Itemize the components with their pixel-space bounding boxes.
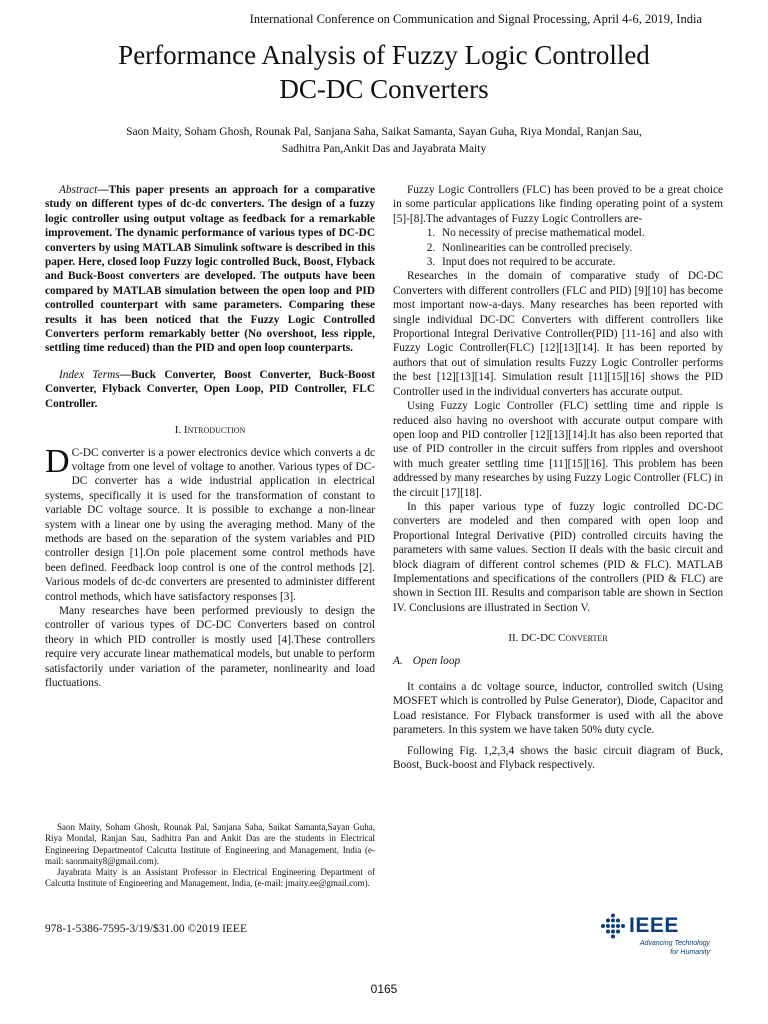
title-line-1: Performance Analysis of Fuzzy Logic Controlled xyxy=(118,40,650,70)
section-heading-introduction: I. Introduction xyxy=(174,424,246,437)
paper-outline-paragraph: In this paper various type of fuzzy logic controlled DC-DC converters are modeled and then compared with open loop and Proportional Integral Derivative (PID) controlled circuits having the parameters with same values. Section II deals with the basic circuit and block diagram of different control schemes (PID & FLC). MATLAB Implementations and specifications of the controllers (PID & FLC) are shown in Section III. Results and comparison table are shown in Section IV. Conclusions are illustrated in Section V. xyxy=(393,500,723,614)
intro-paragraph-1-text: C-DC converter is a power electronics device which converts a dc voltage from one level of voltage to another. Various types of DC-DC converter has a wide industrial application in electrical systems, specifically it is used for the transformation of constant to variable DC voltage source. It is possible to exchange a non-linear system with a linear one by using the averaging method. Many of the methods are based on the separation of the system variables and PID controller design [1].On pole placement some control methods have been defined. Feedback loop control is one of the control methods [2]. Various models of dc-dc converters are presented to administer different control methods, which have satisfactory responses [3]. xyxy=(45,446,375,603)
flc-results-paragraph: Using Fuzzy Logic Controller (FLC) settling time and ripple is reduced also having no overshoot with accurate output compare with open loop and PID controller [12][13][14].It has also been reported that use of PID controller in the circuit suffers from ripples and overshoot with much greater settling time [11][15][16]. This problem has been addressed by many researches by using Fuzzy Logic Controller (FLC) in the circuit [17][18]. xyxy=(393,400,723,499)
abstract xyxy=(45,183,375,356)
index-terms-text: —Buck Converter, Boost Converter, Buck-Boost Converter, Flyback Converter, Open Loop, PID Controller, FLC Controller. xyxy=(45,368,375,410)
advantages-list xyxy=(393,226,723,269)
intro-paragraph-1 xyxy=(45,442,375,604)
subsection-title: Open loop xyxy=(412,654,461,667)
flc-paragraph: Fuzzy Logic Controllers (FLC) has been proved to be a great choice in some particular applications like finding operating point of a system [5]-[8].The advantages of Fuzzy Logic Controllers are- xyxy=(393,184,723,225)
open-loop-paragraph: It contains a dc voltage source, inductor, controlled switch (Using MOSFET which is controlled by Pulse Generator), Diode, Capacitor and Load resistance. For Flyback transformer is used with all the above parameters. In this system we have taken 50% duty cycle. xyxy=(393,681,723,737)
title-line-2: DC-DC Converters xyxy=(279,74,489,104)
section-heading-dcdc: II. DC-DC Converter xyxy=(508,632,608,645)
ieee-diamond-icon xyxy=(600,913,626,939)
list-item: 2. Nonlinearities can be controlled precisely. xyxy=(438,241,723,255)
intro-paragraph-2: Many researches have been performed previously to design the controller of various types of DC-DC Converters based on control theory in which PID controller is mostly used [4].These controllers require very accurate linear mathematical models, but unable to perform satisfactorily under variation of the parameter, nonlinearity and load fluctuations. xyxy=(45,604,375,689)
page-number: 0165 xyxy=(370,982,398,996)
ieee-tagline-line-2: for Humanity xyxy=(670,948,710,956)
drop-cap: D xyxy=(45,442,70,480)
ieee-tagline-line-1: Advancing Technology xyxy=(639,940,710,947)
left-column xyxy=(45,183,375,690)
index-terms xyxy=(45,368,375,411)
list-item: 1. No necessity of precise mathematical model. xyxy=(438,226,723,240)
footnote-students: Saon Maity, Soham Ghosh, Rounak Pal, Sanjana Saha, Saikat Samanta,Sayan Guha, Riya Mondal, Ranjan Sau, Sadhitra Pan and Ankit Das are the students in Electrical Engineering Departmentof Calcutta Institute of Engineering and Management, India (e-mail: saonmaity8@gmail.com). xyxy=(45,822,375,866)
ieee-logo xyxy=(600,913,710,963)
index-terms-label: Index Terms xyxy=(59,368,120,381)
author-footnote xyxy=(45,822,375,890)
abstract-text: —This paper presents an approach for a comparative study on different types of dc-dc converters. The design of a fuzzy logic controller using output voltage as feedback for a remarkable improvement. The dynamic performance of various types of DC-DC converters by using MATLAB Simulink software is described in this paper. Here, closed loop Fuzzy logic controlled Buck, Boost, Flyback and Buck-Boost converters are developed. The outputs have been compared by MATLAB simulation between the open loop and PID controlled counterpart with same parameters. Comparing these results it has been noticed that the Fuzzy Logic Controlled Converters perform remarkably better (No overshoot, less ripple, settling time reduced) than the PID and open loop counterparts. xyxy=(45,184,375,355)
ieee-tagline xyxy=(600,940,710,957)
paper-title xyxy=(40,38,728,106)
authors-line-2: Sadhitra Pan,Ankit Das and Jayabrata Maity xyxy=(281,143,487,155)
figures-paragraph: Following Fig. 1,2,3,4 shows the basic circuit diagram of Buck, Boost, Buck-boost and Flyback respectively. xyxy=(393,744,723,772)
ieee-wordmark: IEEE xyxy=(629,914,679,937)
subsection-number: A. xyxy=(393,654,403,667)
footnote-professor: Jayabrata Maity is an Assistant Professor in Electrical Engineering Department of Calcutta Institute of Engineering and Management, India, (e-mail: jmaity.ee@gmail.com). xyxy=(45,867,375,889)
author-list xyxy=(100,124,668,158)
subsection-heading-open-loop xyxy=(393,654,723,668)
research-paragraph: Researches in the domain of comparative study of DC-DC Converters with different controllers (FLC and PID) [9][10] has become most important now-a-days. Many researches has been reported with single individual DC-DC Converters with different controllers like Proportional Integral Derivative Controller(PID) [11-16] and also with Fuzzy Logic Controller(FLC) [12][13][14]. It has been reported by authors that out of simulation results Fuzzy Logic Controller performs the best [12][13][14]. Simulation result [11][15][16] shows the PID Controller used in the individual converters has accurate output. xyxy=(393,270,723,398)
conference-header: International Conference on Communication and Signal Processing, April 4-6, 2019, India xyxy=(249,12,702,26)
authors-line-1: Saon Maity, Soham Ghosh, Rounak Pal, Sanjana Saha, Saikat Samanta, Sayan Guha, Riya Mondal, Ranjan Sau, xyxy=(126,126,642,138)
isbn-copyright: 978-1-5386-7595-3/19/$31.00 ©2019 IEEE xyxy=(45,923,247,935)
abstract-label: Abstract xyxy=(59,184,98,196)
right-column xyxy=(393,183,723,772)
list-item: 3. Input does not required to be accurate. xyxy=(438,255,723,269)
